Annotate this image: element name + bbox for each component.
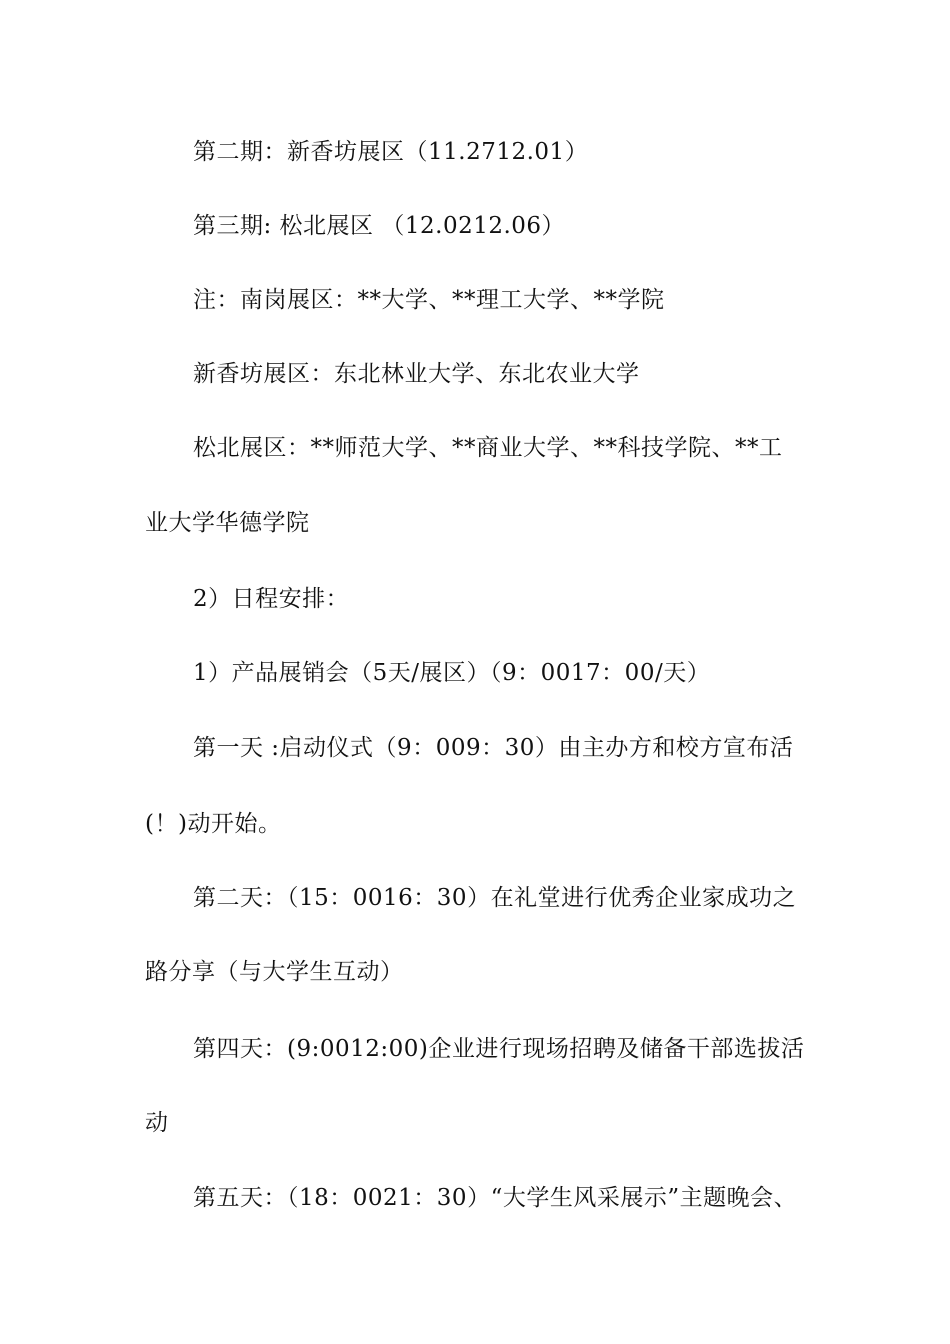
paragraph-phase-three: 第三期: 松北展区 （12.0212.06） [193,213,566,239]
paragraph-day-two: 第二天：（15：0016：30）在礼堂进行优秀企业家成功之 [193,885,797,911]
paragraph-note-nangang: 注：南岗展区：**大学、**理工大学、**学院 [193,287,665,313]
paragraph-songbei: 松北展区：**师范大学、**商业大学、**科技学院、**工 [193,435,783,461]
paragraph-day-one-continued: (！)动开始。 [145,811,282,837]
paragraph-xinxiangfang: 新香坊展区：东北林业大学、东北农业大学 [193,361,640,387]
paragraph-product-fair: 1）产品展销会（5天/展区）（9：0017：00/天） [193,660,711,686]
paragraph-day-two-continued: 路分享（与大学生互动） [145,959,404,985]
paragraph-songbei-continued: 业大学华德学院 [145,510,310,536]
paragraph-day-four-continued: 动 [145,1110,169,1136]
paragraph-schedule-heading: 2）日程安排： [193,586,350,612]
paragraph-phase-two: 第二期：新香坊展区（11.2712.01） [193,139,589,165]
paragraph-day-four: 第四天：(9:0012:00)企业进行现场招聘及储备干部选拔活 [193,1036,805,1062]
paragraph-day-five: 第五天：（18：0021：30）“大学生风采展示”主题晚会、 [193,1185,798,1211]
paragraph-day-one: 第一天 :启动仪式（9：009：30）由主办方和校方宣布活 [193,735,794,761]
